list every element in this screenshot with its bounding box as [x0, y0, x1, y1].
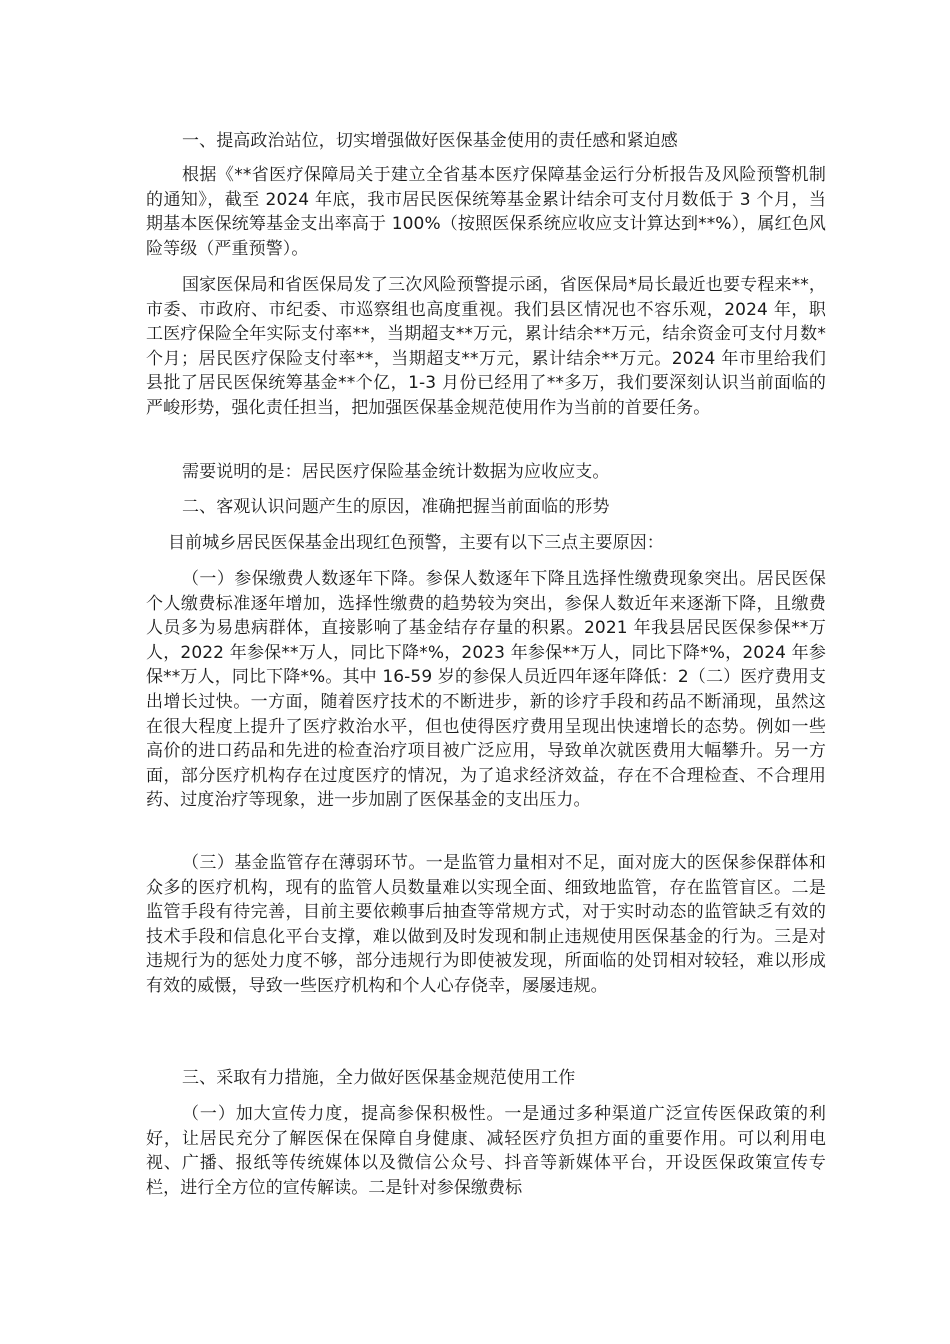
paragraph: 根据《**省医疗保障局关于建立全省基本医疗保障基金运行分析报告及风险预警机制的通知》，截至 2024 年底，我市居民医保统筹基金累计结余可支付月数低于 3 个月，当期基本医保统筹基金支出率高于 100%（按照医保系统应收应支计算达到**%），属红色风险等级（严重预警）。: [146, 165, 826, 259]
section-heading-2: 二、客观认识问题产生的原因，准确把握当前面临的形势: [182, 497, 610, 517]
paragraph: 目前城乡居民医保基金出现红色预警，主要有以下三点主要原因：: [168, 533, 664, 553]
paragraph: （一）参保缴费人数逐年下降。参保人数逐年下降且选择性缴费现象突出。居民医保个人缴费标准逐年增加，选择性缴费的趋势较为突出，参保人数近年来逐渐下降，且缴费人员多为易患病群体，直接影响了基金结存存量的积累。2021 年我县居民医保参保**万人，2022 年参保**万人，同比下降*%，2023 年参保**万人，同比下降*%，2024 年参保**万人，同比下降*%。其中 16-59 岁的参保人员近四年逐年降低：2（二）医疗费用支出增长过快。一方面，随着医疗技术的不断进步，新的诊疗手段和药品不断涌现，虽然这在很大程度上提升了医疗救治水平，但也使得医疗费用呈现出快速增长的态势。例如一些高价的进口药品和先进的检查治疗项目被广泛应用，导致单次就医费用大幅攀升。另一方面，部分医疗机构存在过度医疗的情况，为了追求经济效益，存在不合理检查、不合理用药、过度治疗等现象，进一步加剧了医保基金的支出压力。: [146, 569, 826, 811]
section-heading-1: 一、提高政治站位，切实增强做好医保基金使用的责任感和紧迫感: [182, 131, 678, 151]
paragraph: （三）基金监管存在薄弱环节。一是监管力量相对不足，面对庞大的医保参保群体和众多的医疗机构，现有的监管人员数量难以实现全面、细致地监管，存在监管盲区。二是监管手段有待完善，目前主要依赖事后抽查等常规方式，对于实时动态的监管缺乏有效的技术手段和信息化平台支撑，难以做到及时发现和制止违规使用医保基金的行为。三是对违规行为的惩处力度不够，部分违规行为即使被发现，所面临的处罚相对较轻，难以形成有效的威慑，导致一些医疗机构和个人心存侥幸，屡屡违规。: [146, 853, 826, 996]
paragraph: （一）加大宣传力度，提高参保积极性。一是通过多种渠道广泛宣传医保政策的利好，让居民充分了解医保在保障自身健康、减轻医疗负担方面的重要作用。可以利用电视、广播、报纸等传统媒体以及微信公众号、抖音等新媒体平台，开设医保政策宣传专栏，进行全方位的宣传解读。二是针对参保缴费标: [146, 1104, 826, 1198]
section-heading-3: 三、采取有力措施，全力做好医保基金规范使用工作: [182, 1068, 576, 1088]
paragraph: 需要说明的是：居民医疗保险基金统计数据为应收应支。: [182, 462, 610, 482]
paragraph: 国家医保局和省医保局发了三次风险预警提示函，省医保局*局长最近也要专程来**，市委、市政府、市纪委、市巡察组也高度重视。我们县区情况也不容乐观，2024 年，职工医疗保险全年实际支付率**，当期超支**万元，累计结余**万元，结余资金可支付月数*个月；居民医疗保险支付率**，当期超支**万元，累计结余**万元。2024 年市里给我们县批了居民医保统筹基金**个亿，1-3 月份已经用了**多万，我们要深刻认识当前面临的严峻形势，强化责任担当，把加强医保基金规范使用作为当前的首要任务。: [146, 275, 826, 418]
